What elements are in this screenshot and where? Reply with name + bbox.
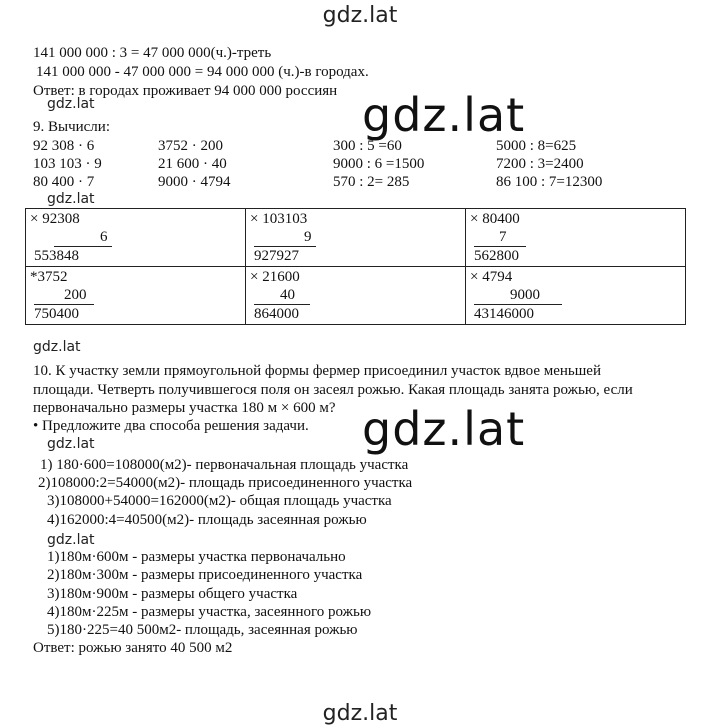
table-cell bbox=[26, 267, 246, 325]
task9-r1c2: 3752 · 200 bbox=[158, 138, 223, 154]
task9-r1c4: 5000 : 8=625 bbox=[496, 138, 577, 154]
method2-step-4: 4)180м·225м - размеры участка, засеянного рожью bbox=[47, 604, 372, 620]
method1-step-4: 4)162000:4=40500(м2)- площадь засеянная рожью bbox=[47, 512, 367, 528]
task9-r2c2: 21 600 · 40 bbox=[158, 156, 227, 172]
task9-r2c4: 7200 : 3=2400 bbox=[496, 156, 584, 172]
cell-multiplier: 9 bbox=[304, 229, 312, 245]
watermark-large-1: gdz.lat bbox=[362, 88, 526, 142]
method2-step-5: 5)180·225=40 500м2- площадь, засеянная рожью bbox=[47, 622, 358, 638]
watermark-small-5: gdz.lat bbox=[47, 532, 95, 548]
method2-step-2: 2)180м·300м - размеры присоединенного участка bbox=[47, 567, 363, 583]
cell-top-number: × 80400 bbox=[470, 211, 520, 227]
watermark-small-3: gdz.lat bbox=[33, 339, 81, 355]
task10-prompt: • Предложите два способа решения задачи. bbox=[33, 418, 309, 434]
cell-top-number: × 103103 bbox=[250, 211, 308, 227]
method1-step-2: 2)108000:2=54000(м2)- площадь присоединенного участка bbox=[38, 475, 413, 491]
task9-r1c1: 92 308 · 6 bbox=[33, 138, 95, 154]
task9-r3c3: 570 : 2= 285 bbox=[333, 174, 410, 190]
cell-result: 927927 bbox=[254, 248, 299, 264]
cell-result: 562800 bbox=[474, 248, 519, 264]
cell-multiplier: 40 bbox=[280, 287, 295, 303]
cell-multiplier: 7 bbox=[499, 229, 507, 245]
table-cell bbox=[246, 209, 466, 267]
method2-step-1: 1)180м·600м - размеры участка первоначально bbox=[47, 549, 346, 565]
method2-step-3: 3)180м·900м - размеры общего участка bbox=[47, 586, 298, 602]
intro-line-1: 141 000 000 : 3 = 47 000 000(ч.)-треть bbox=[33, 45, 272, 61]
cell-top-number: *3752 bbox=[30, 269, 68, 285]
watermark-bottom: gdz.lat bbox=[322, 701, 398, 726]
cell-result: 553848 bbox=[34, 248, 79, 264]
method1-step-3: 3)108000+54000=162000(м2)- общая площадь участка bbox=[47, 493, 392, 509]
cell-multiplier: 9000 bbox=[510, 287, 540, 303]
cell-result: 864000 bbox=[254, 306, 299, 322]
task9-r3c1: 80 400 · 7 bbox=[33, 174, 95, 190]
intro-line-2: 141 000 000 - 47 000 000 = 94 000 000 (ч.)-в городах. bbox=[36, 64, 369, 80]
table-cell bbox=[246, 267, 466, 325]
table-cell bbox=[466, 209, 686, 267]
cell-multiplier: 200 bbox=[64, 287, 87, 303]
table-cell bbox=[466, 267, 686, 325]
cell-multiplier: 6 bbox=[100, 229, 108, 245]
watermark-small-4: gdz.lat bbox=[47, 436, 95, 452]
method1-step-1: 1) 180·600=108000(м2)- первоначальная площадь участка bbox=[40, 457, 409, 473]
watermark-small-1: gdz.lat bbox=[47, 96, 95, 112]
task9-r2c3: 9000 : 6 =1500 bbox=[333, 156, 425, 172]
task9-r2c1: 103 103 · 9 bbox=[33, 156, 102, 172]
cell-top-number: × 92308 bbox=[30, 211, 80, 227]
cell-result: 750400 bbox=[34, 306, 79, 322]
task9-r3c2: 9000 · 4794 bbox=[158, 174, 231, 190]
watermark-large-2: gdz.lat bbox=[362, 402, 526, 456]
intro-answer: Ответ: в городах проживает 94 000 000 россиян bbox=[33, 83, 338, 99]
task10-text-line-3: первоначально размеры участка 180 м × 600 м? bbox=[33, 400, 336, 416]
cell-top-number: × 4794 bbox=[470, 269, 513, 285]
table-row bbox=[26, 209, 686, 267]
cell-result: 43146000 bbox=[474, 306, 534, 322]
table-cell bbox=[26, 209, 246, 267]
task10-text-line-1: 10. К участку земли прямоугольной формы фермер присоединил участок вдвое меньшей bbox=[33, 363, 601, 379]
task10-text-line-2: площади. Четверть получившегося поля он засеял рожью. Какая площадь занята рожью, если bbox=[33, 382, 633, 398]
watermark-small-2: gdz.lat bbox=[47, 191, 95, 207]
task9-title: 9. Вычисли: bbox=[33, 119, 110, 135]
task9-r1c3: 300 : 5 =60 bbox=[333, 138, 402, 154]
multiplication-table bbox=[25, 208, 686, 325]
task9-r3c4: 86 100 : 7=12300 bbox=[496, 174, 603, 190]
cell-top-number: × 21600 bbox=[250, 269, 300, 285]
watermark-top: gdz.lat bbox=[322, 3, 398, 28]
table-row bbox=[26, 267, 686, 325]
task10-answer: Ответ: рожью занято 40 500 м2 bbox=[33, 640, 233, 656]
